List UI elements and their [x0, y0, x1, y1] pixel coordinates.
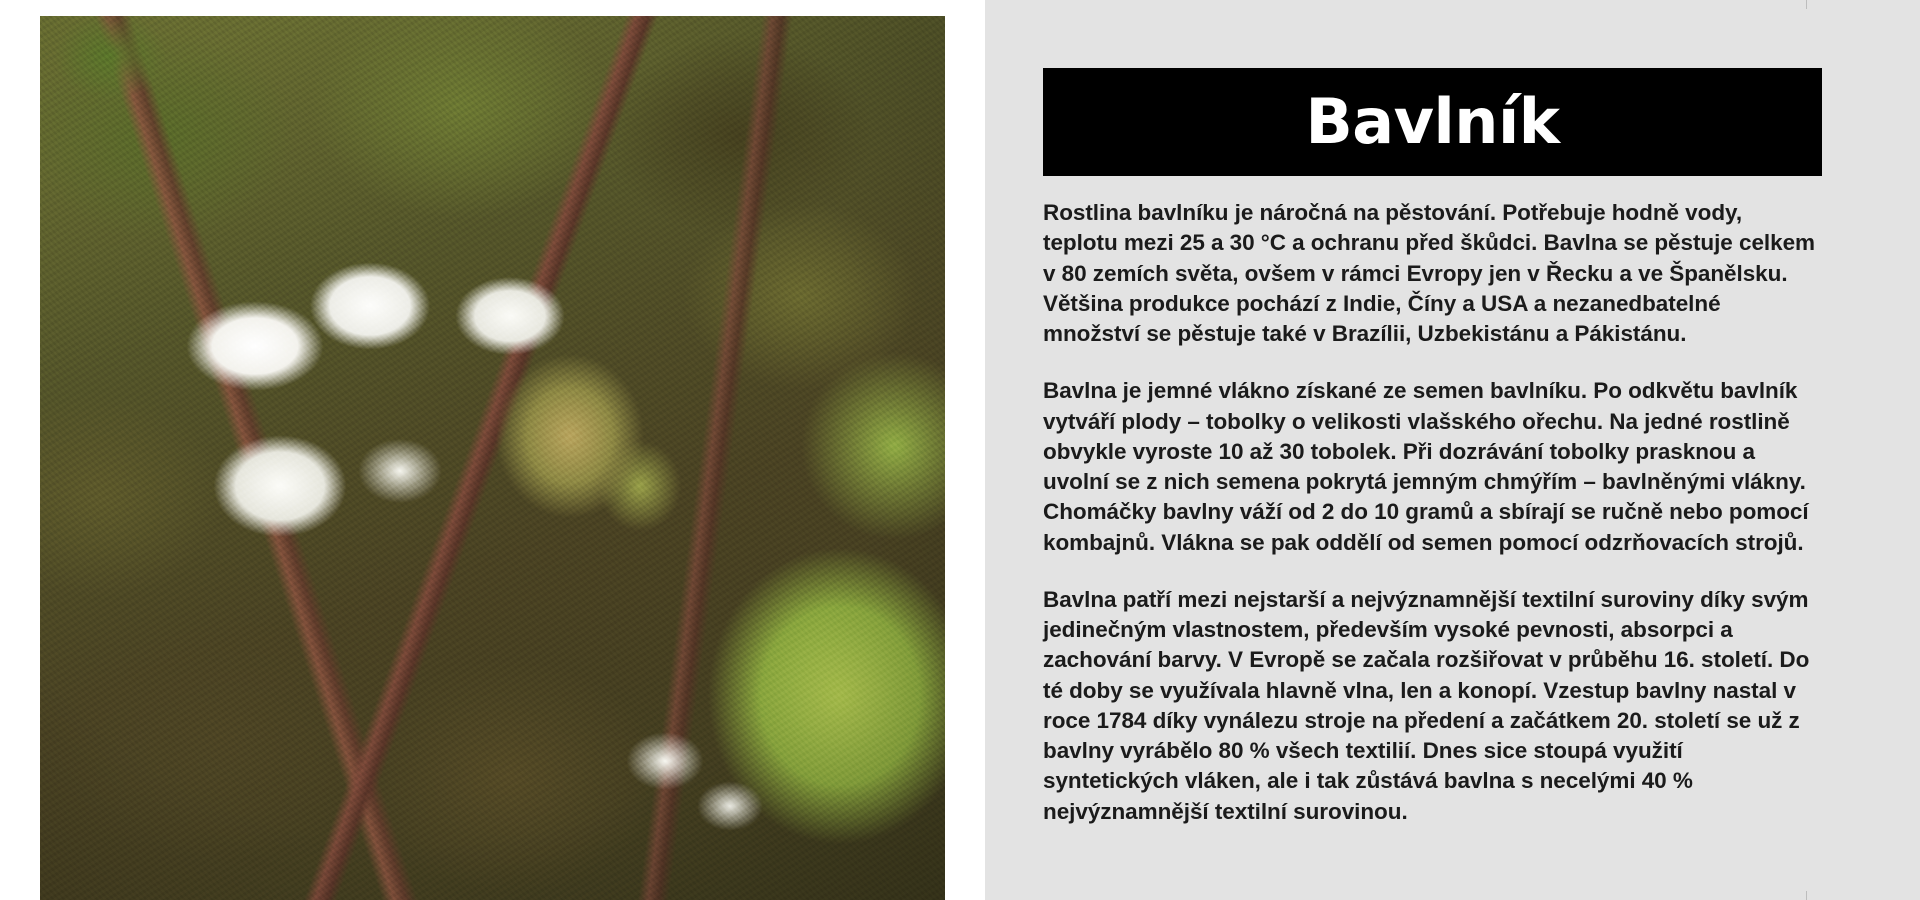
article-panel	[985, 0, 1920, 900]
paragraph-1: Rostlina bavlníku je náročná na pěstování. Potřebuje hodně vody, teplotu mezi 25 a 30 °C a ochranu před škůdci. Bavlna se pěstuje celkem v 80 zemích světa, ovšem v rámci Evropy jen v Řecku a ve Španělsku. Většina produkce pochází z Indie, Číny a USA a nezanedbatelné množství se pěstuje také v Brazílii, Uzbekistánu a Pákistánu.	[1043, 200, 1815, 346]
paragraph-2: Bavlna je jemné vlákno získané ze semen bavlníku. Po odkvětu bavlník vytváří plody – tobolky o velikosti vlašského ořechu. Na jedné rostlině obvykle vyroste 10 až 30 tobolek. Při dozrávání tobolky prasknou a uvolní se z nich semena pokrytá jemným chmýřím – bavlněnými vlákny. Chomáčky bavlny váží od 2 do 10 gramů a sbírají se ručně nebo pomocí kombajnů. Vlákna se pak oddělí od semen pomocí odzrňovacích strojů.	[1043, 378, 1809, 555]
photo-vignette-overlay	[40, 16, 945, 900]
paragraph-3: Bavlna patří mezi nejstarší a nejvýznamnější textilní suroviny díky svým jedinečným vlastnostem, především vysoké pevnosti, absorpci a zachování barvy. V Evropě se začala rozšiřovat v průběhu 16. století. Do té doby se využívala hlavně vlna, len a konopí. Vzestup bavlny nastal v roce 1784 díky vynálezu stroje na předení a začátkem 20. století se už z bavlny vyrábělo 80 % všech textilií. Dnes sice stoupá využití syntetických vláken, ale i tak zůstává bavlna s necelými 40 % nejvýznamnější textilní surovinou.	[1043, 586, 1810, 824]
title-banner	[1043, 68, 1822, 176]
article-body	[1043, 198, 1822, 827]
crop-mark-bottom-icon	[1806, 891, 1807, 900]
cotton-plant-photo	[40, 16, 945, 900]
page-title: Bavlník	[1305, 85, 1560, 158]
crop-mark-top-icon	[1806, 0, 1807, 9]
